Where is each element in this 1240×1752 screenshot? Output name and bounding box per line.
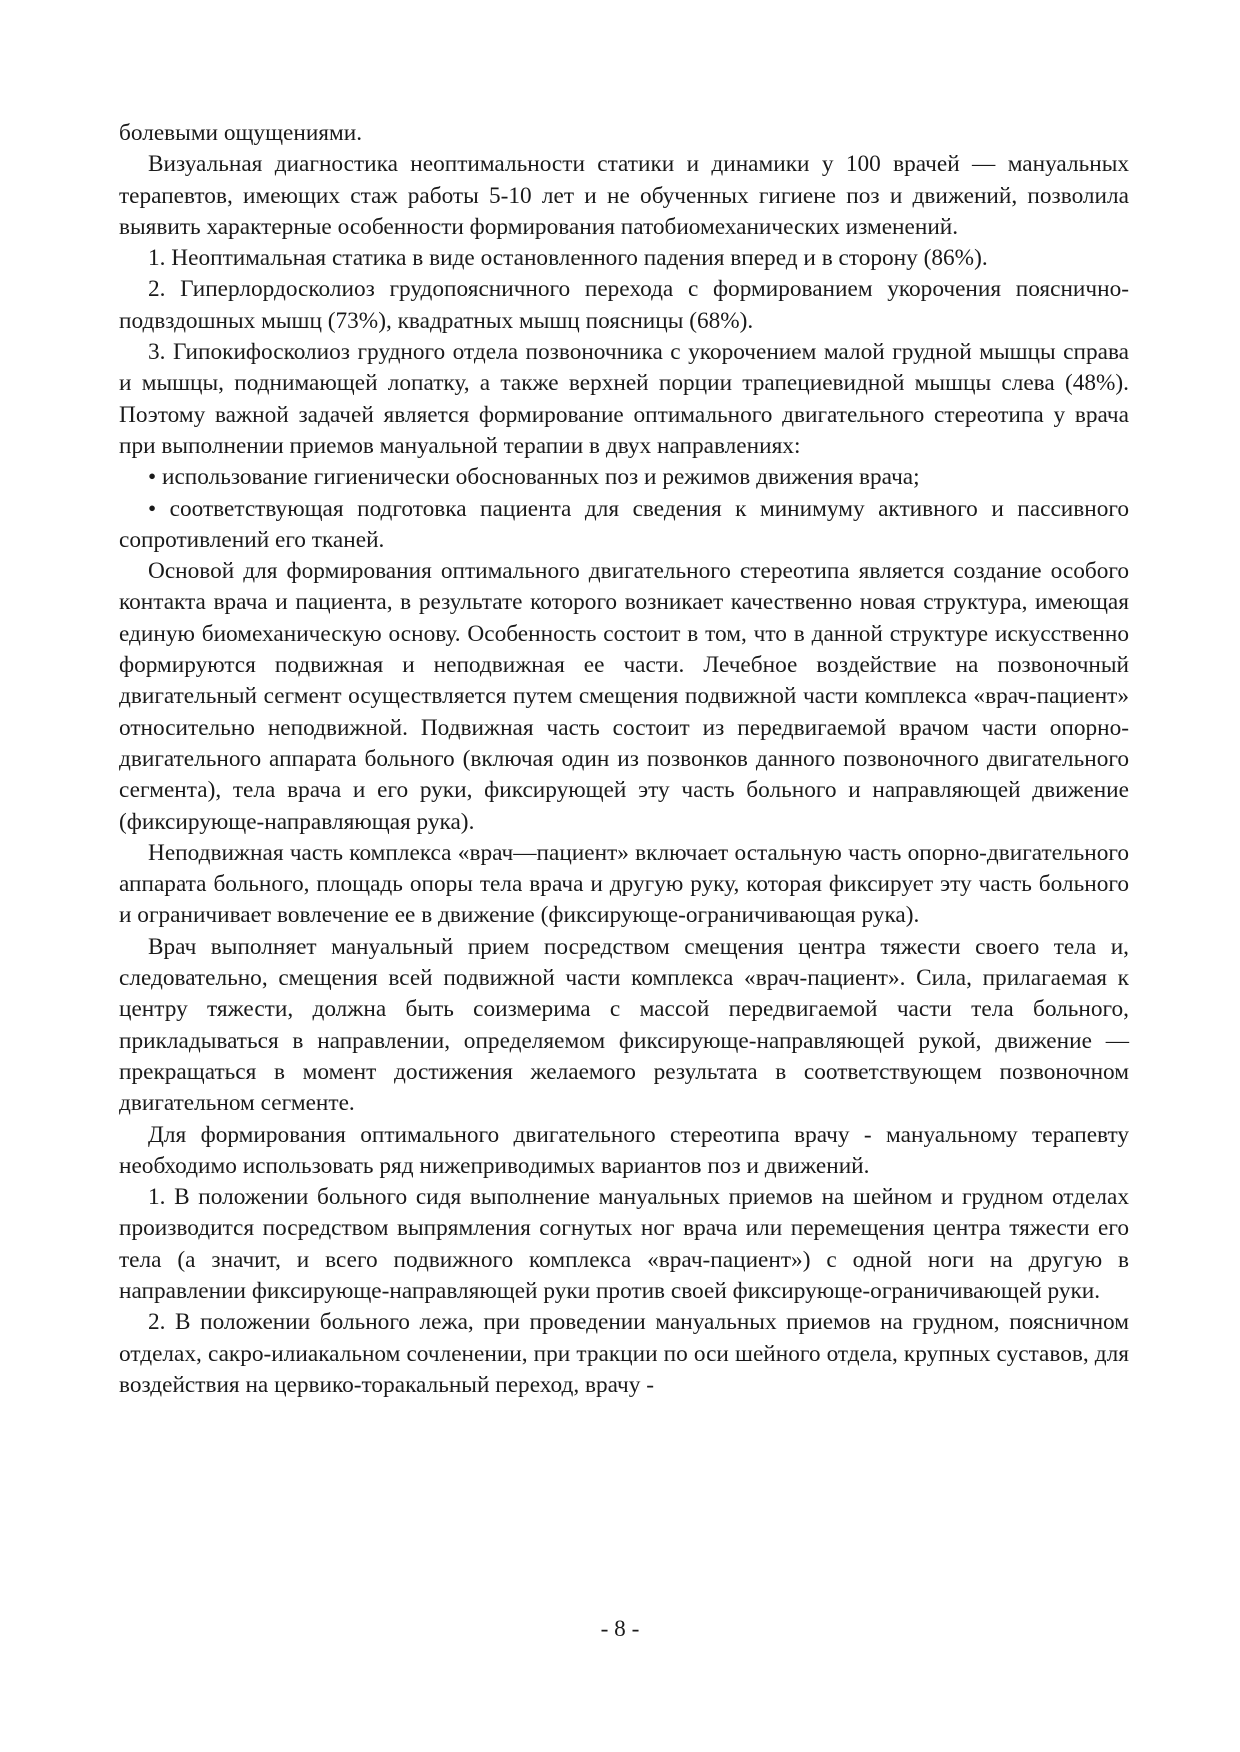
bullet-item-postures: • использование гигиенически обоснованных поз и режимов движения врача; — [148, 464, 920, 491]
list-item-3-hypokyphoscoliosis: 3. Гипокифосколиоз грудного отдела позвоночника с укорочением малой грудной мышцы справа и мышцы, поднимающей лопатку, а также верхней порции трапециевидной мышцы слева (48%). Поэтому важной задачей является формирование оптимального двигательного стереотипа у врача при выполнении приемов мануальной терапии в двух направлениях: — [119, 339, 1129, 459]
paragraph-contact-structure: Основой для формирования оптимального двигательного стереотипа является создание особого контакта врача и пациента, в результате которого возникает качественно новая структура, имеющая единую биомеханическую основу. Особенность состоит в том, что в данной структуре искусственно формируются подвижная и неподвижная ее части. Лечебное воздействие на позвоночный двигательный сегмент осуществляется путем смещения подвижной части комплекса «врач-пациент» относительно неподвижной. Подвижная часть состоит из передвигаемой врачом части опорно-двигательного аппарата больного (включая один из позвонков данного позвоночного двигательного сегмента), тела врача и его руки, фиксирующей эту часть больного и направляющей движение (фиксирующе-направляющая рука). — [119, 558, 1129, 835]
paragraph-continuation: болевыми ощущениями. — [119, 120, 363, 146]
list-item-2-lying: 2. В положении больного лежа, при проведении мануальных приемов на грудном, поясничном отделах, сакро-илиакальном сочленении, при тракции по оси шейного отдела, крупных суставов, для воздействия на цервико-торакальный переход, врачу - — [119, 1309, 1129, 1398]
bullet-item-patient-preparation: • соответствующая подготовка пациента для сведения к минимуму активного и пассивного сопротивлений его тканей. — [119, 495, 1129, 553]
paragraph-doctor-technique: Врач выполняет мануальный прием посредством смещения центра тяжести своего тела и, следовательно, смещения всей подвижной части комплекса «врач-пациент». Сила, прилагаемая к центру тяжести, должна быть соизмерима с массой передвигаемой части тела больного, прикладываться в направлении, определяемом фиксирующе-направляющей рукой, движение — прекращаться в момент достижения желаемого результата в соответствующем позвоночном двигательном сегменте. — [119, 933, 1129, 1117]
list-item-1-statics: 1. Неоптимальная статика в виде остановленного падения вперед и в сторону (86%). — [148, 245, 988, 272]
list-item-2-hyperlordoscoliosis: 2. Гиперлордосколиоз грудопоясничного перехода с формированием укорочения пояснично-подвздошных мышц (73%), квадратных мышц поясницы (68%). — [119, 276, 1129, 334]
paragraph-fixed-part: Неподвижная часть комплекса «врач—пациент» включает остальную часть опорно-двигательного аппарата больного, площадь опоры тела врача и другую руку, которая фиксирует эту часть больного и ограничивает вовлечение ее в движение (фиксирующе-ограничивающая рука). — [119, 839, 1129, 929]
page-body — [119, 118, 1129, 1401]
page-number: - 8 - — [600, 1616, 640, 1642]
paragraph-visual-diagnostics: Визуальная диагностика неоптимальности статики и динамики у 100 врачей — мануальных терапевтов, имеющих стаж работы 5-10 лет и не обученных гигиене поз и движений, позволила выявить характерные особенности формирования патобиомеханических изменений. — [119, 151, 1129, 240]
paragraph-postures-intro: Для формирования оптимального двигательного стереотипа врачу - мануальному терапевту необходимо использовать ряд нижеприводимых вариантов поз и движений. — [119, 1121, 1129, 1179]
list-item-1-sitting: 1. В положении больного сидя выполнение мануальных приемов на шейном и грудном отделах производится посредством выпрямления согнутых ног врача или перемещения центра тяжести его тела (а значит, и всего подвижного комплекса «врач-пациент») с одной ноги на другую в направлении фиксирующе-направляющей руки против своей фиксирующе-ограничивающей руки. — [119, 1184, 1129, 1304]
